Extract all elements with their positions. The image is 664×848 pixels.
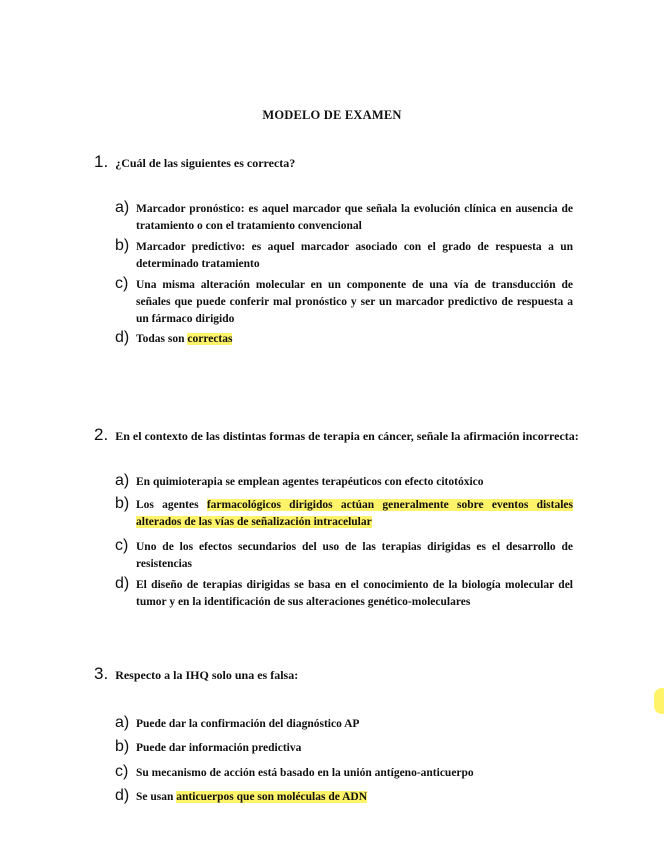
- question-2-option-d: [115, 577, 573, 611]
- question-number: 3.: [94, 664, 109, 683]
- highlighted-text: farmacológicos dirigidos actúan generalmente sobre eventos distales alterados de las vías de señalización intracelular: [136, 499, 574, 528]
- option-text: Puede dar información predictiva: [136, 742, 302, 754]
- question-2-option-c: [115, 539, 573, 573]
- highlighted-text: anticuerpos que son moléculas de ADN: [176, 791, 368, 803]
- question-number: 2.: [94, 425, 109, 444]
- option-text: En quimioterapia se emplean agentes terapéuticos con efecto citotóxico: [136, 476, 484, 488]
- question-number: 1.: [94, 152, 109, 171]
- option-letter: d): [115, 329, 130, 346]
- question-1-option-c: [115, 277, 573, 328]
- question-2: [94, 425, 584, 445]
- question-1-option-b: [115, 239, 573, 273]
- option-letter: a): [115, 199, 130, 216]
- option-letter: b): [115, 237, 130, 254]
- option-letter: a): [115, 714, 130, 731]
- option-text: Marcador pronóstico: es aquel marcador que señala la evolución clínica en ausencia de tratamiento o con el tratamiento convencional: [136, 203, 573, 232]
- option-text: Marcador predictivo: es aquel marcador asociado con el grado de respuesta a un determinado tratamiento: [136, 241, 573, 270]
- question-text: Respecto a la IHQ solo una es falsa:: [115, 668, 299, 682]
- question-text: En el contexto de las distintas formas de terapia en cáncer, señale la afirmación incorrecta:: [115, 429, 579, 443]
- option-letter: c): [115, 537, 129, 554]
- question-2-option-b: [115, 497, 573, 531]
- option-text: Puede dar la confirmación del diagnóstico AP: [136, 718, 360, 730]
- question-3-option-c: [115, 765, 573, 782]
- exam-title: MODELO DE EXAMEN: [262, 108, 402, 122]
- option-letter: d): [115, 575, 130, 592]
- option-text-plain: Los agentes: [136, 499, 207, 511]
- option-text: El diseño de terapias dirigidas se basa en el conocimiento de la biología molecular del tumor y en la identificación de sus alteraciones genético-moleculares: [136, 579, 573, 608]
- question-3-option-d: [115, 789, 573, 806]
- option-letter: b): [115, 495, 130, 512]
- option-text: [136, 497, 573, 531]
- option-text: [136, 789, 573, 806]
- option-letter: c): [115, 763, 129, 780]
- question-3-option-a: [115, 716, 573, 733]
- option-text: [136, 331, 573, 348]
- question-3-option-b: [115, 740, 573, 757]
- option-text: Una misma alteración molecular en un componente de una vía de transducción de señales que puede conferir mal pronóstico y ser un marcador predictivo de respuesta a un fármaco dirigido: [136, 279, 573, 325]
- option-text-plain: Todas son: [136, 333, 188, 345]
- highlight-mark: [654, 688, 664, 714]
- highlighted-text: correctas: [187, 333, 233, 345]
- question-text: ¿Cuál de las siguientes es correcta?: [115, 156, 296, 170]
- option-text: Uno de los efectos secundarios del uso de las terapias dirigidas es el desarrollo de resistencias: [136, 541, 573, 570]
- question-2-option-a: [115, 474, 573, 491]
- option-letter: b): [115, 738, 130, 755]
- question-1-option-a: [115, 201, 573, 235]
- option-letter: c): [115, 275, 129, 292]
- question-3: [94, 664, 584, 684]
- question-1: [94, 152, 584, 172]
- question-1-option-d: [115, 331, 573, 348]
- option-letter: d): [115, 787, 130, 804]
- option-text-plain: Se usan: [136, 791, 177, 803]
- option-text: Su mecanismo de acción está basado en la unión antígeno-anticuerpo: [136, 767, 474, 779]
- option-letter: a): [115, 472, 130, 489]
